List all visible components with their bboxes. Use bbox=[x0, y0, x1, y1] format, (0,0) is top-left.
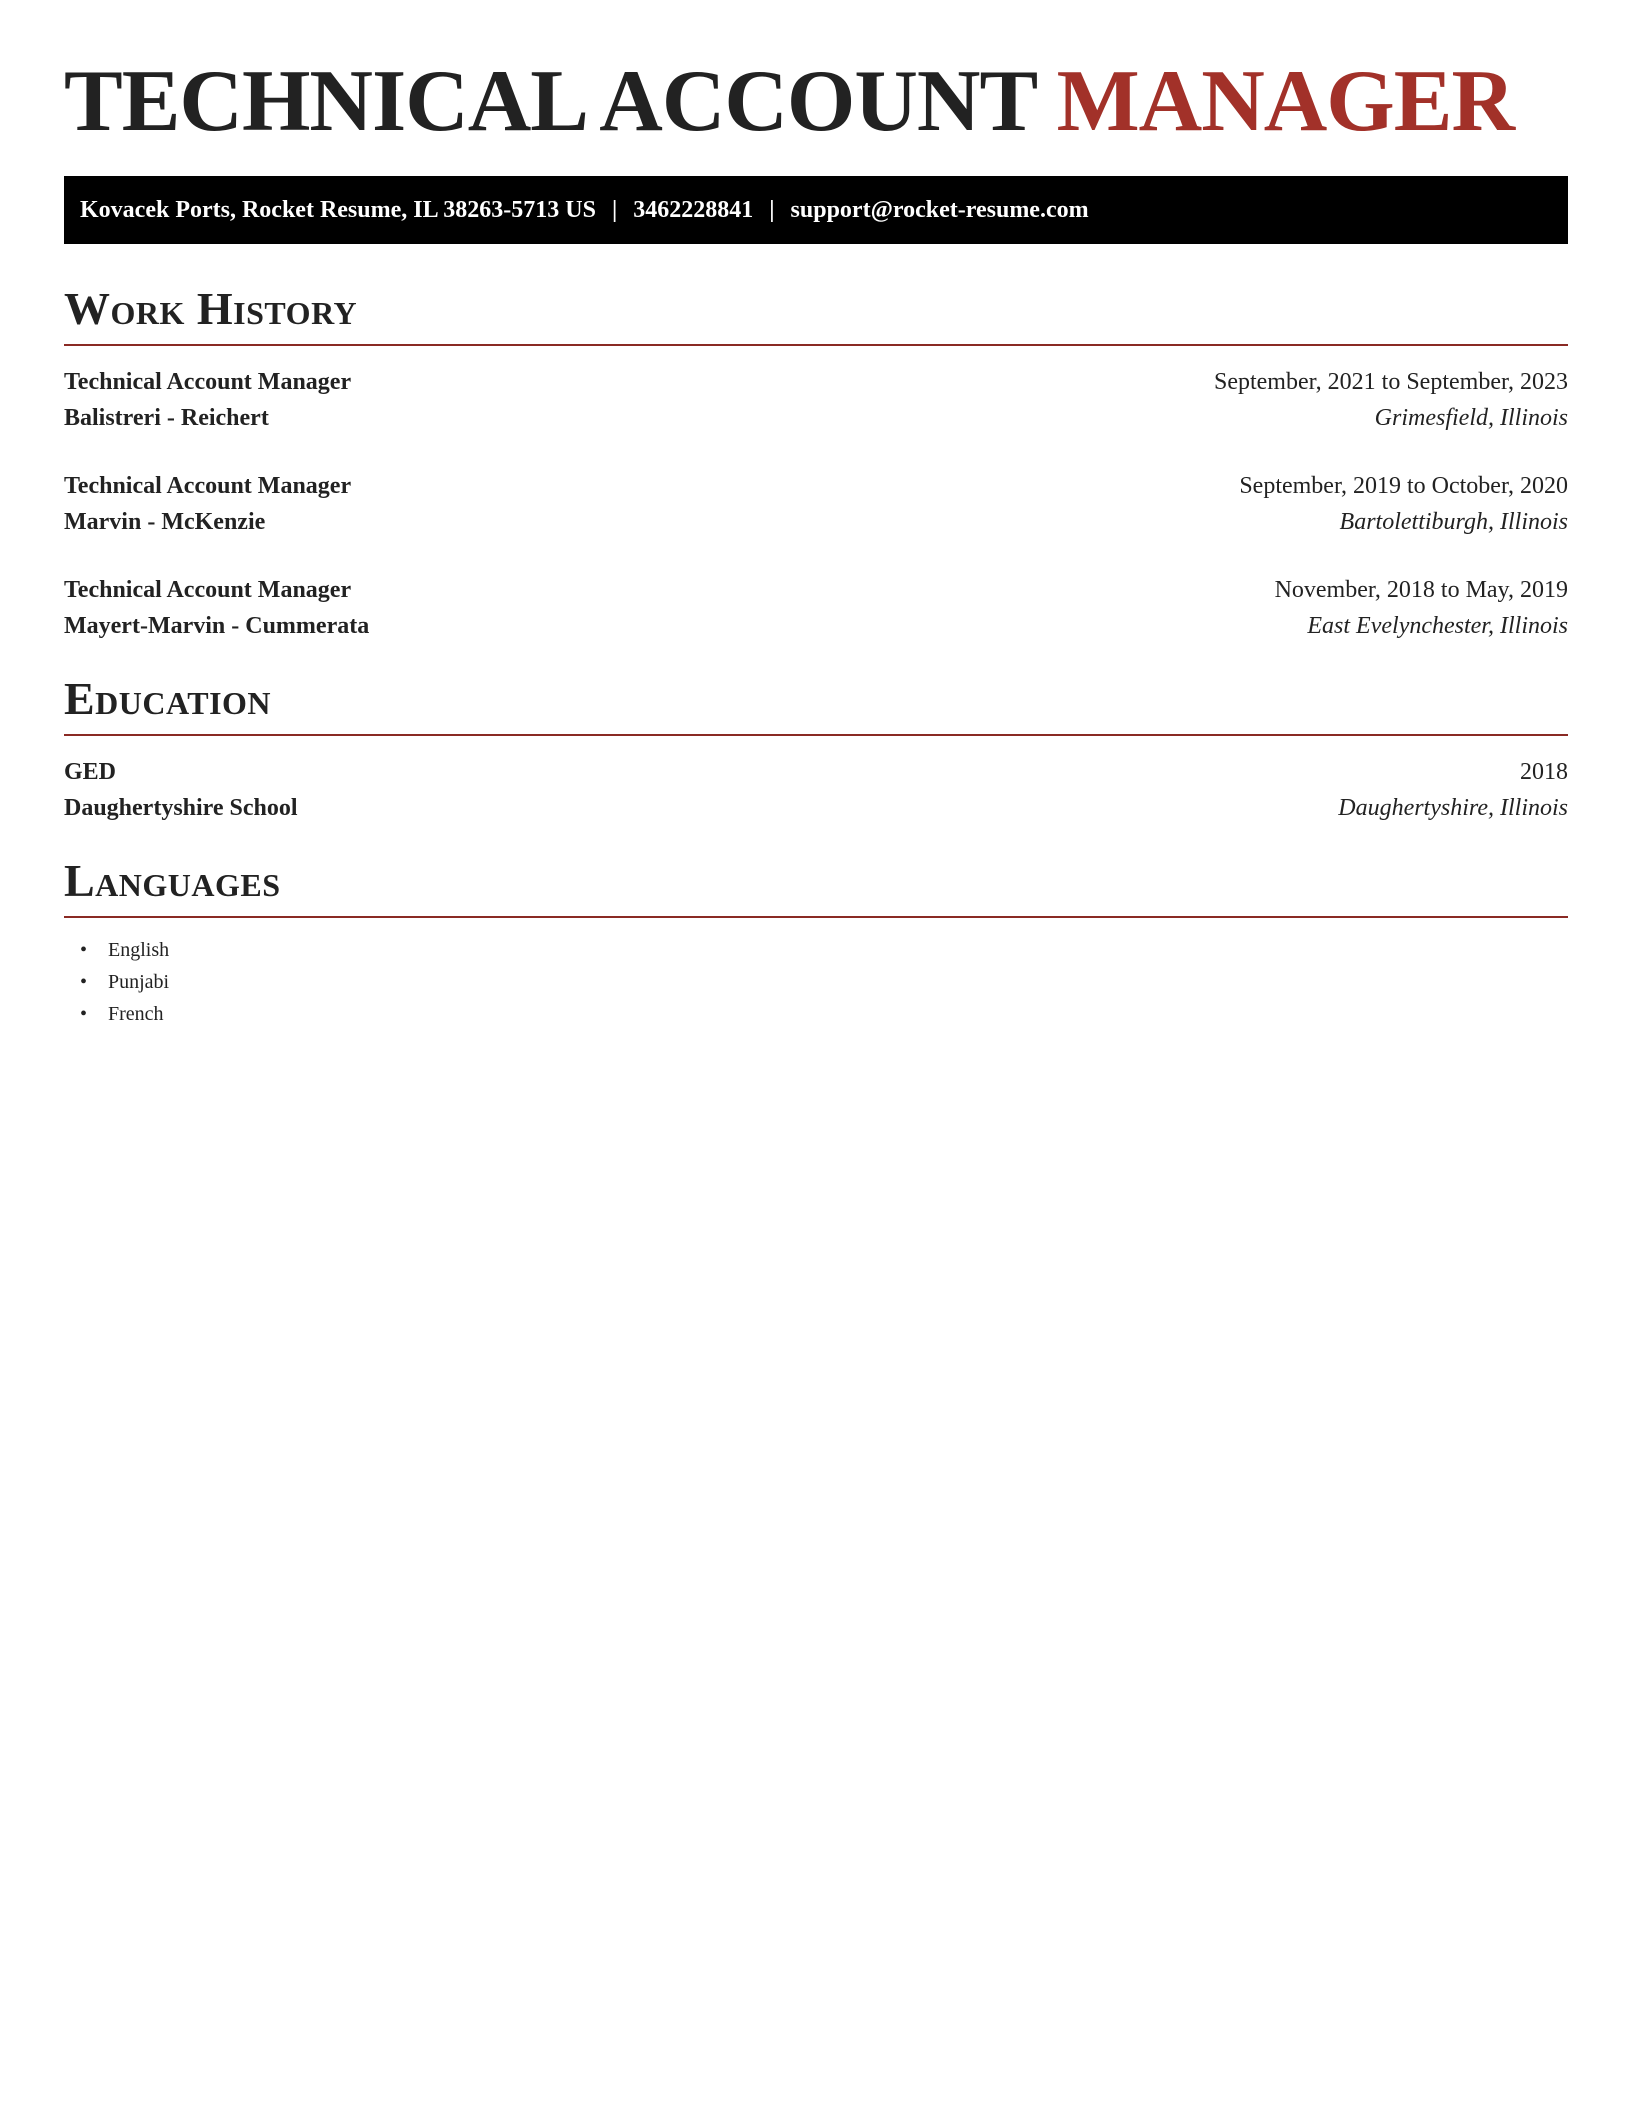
job-entry bbox=[64, 468, 1568, 540]
education-degree: GED bbox=[64, 759, 117, 785]
language-name: English bbox=[108, 939, 170, 961]
job-company: Marvin - McKenzie bbox=[64, 509, 266, 535]
list-item bbox=[64, 966, 1568, 998]
contact-bar bbox=[64, 176, 1568, 244]
contact-separator: | bbox=[611, 196, 618, 223]
job-role: Technical Account Manager bbox=[64, 577, 352, 603]
education-location: Daughertyshire, Illinois bbox=[1338, 795, 1568, 821]
job-dates: September, 2019 to October, 2020 bbox=[1239, 473, 1568, 499]
section-divider bbox=[64, 916, 1568, 918]
education-year: 2018 bbox=[1520, 759, 1568, 785]
title-accent: MANAGER bbox=[1056, 53, 1514, 150]
languages-heading: Languages bbox=[64, 855, 281, 906]
bullet-icon: • bbox=[80, 971, 88, 993]
language-name: French bbox=[108, 1003, 164, 1025]
bullet-icon: • bbox=[80, 1003, 88, 1025]
job-location: Bartolettiburgh, Illinois bbox=[1339, 509, 1568, 535]
job-dates: November, 2018 to May, 2019 bbox=[1274, 577, 1568, 603]
title-main: TECHNICAL ACCOUNT bbox=[64, 53, 1036, 150]
contact-address: Kovacek Ports, Rocket Resume, IL 38263-5713 US bbox=[80, 196, 596, 223]
contact-separator: | bbox=[769, 196, 775, 223]
language-name: Punjabi bbox=[108, 971, 170, 993]
work-history-section bbox=[64, 282, 1568, 644]
education-heading: Education bbox=[64, 673, 272, 724]
section-divider bbox=[64, 344, 1568, 346]
languages-list bbox=[64, 934, 1568, 1030]
section-divider bbox=[64, 734, 1568, 736]
job-location: East Evelynchester, Illinois bbox=[1307, 613, 1568, 639]
contact-phone: 3462228841 bbox=[633, 196, 754, 223]
job-role: Technical Account Manager bbox=[64, 473, 352, 499]
job-role: Technical Account Manager bbox=[64, 369, 352, 395]
job-entry bbox=[64, 364, 1568, 436]
job-company: Mayert-Marvin - Cummerata bbox=[64, 613, 370, 639]
resume-title bbox=[64, 52, 1514, 152]
job-location: Grimesfield, Illinois bbox=[1374, 405, 1568, 431]
list-item bbox=[64, 934, 1568, 966]
job-company: Balistreri - Reichert bbox=[64, 405, 269, 431]
list-item bbox=[64, 998, 1568, 1030]
education-school: Daughertyshire School bbox=[64, 795, 298, 821]
education-entry bbox=[64, 754, 1568, 826]
work-history-heading: Work History bbox=[64, 283, 358, 334]
contact-email: support@rocket-resume.com bbox=[790, 196, 1089, 223]
job-dates: September, 2021 to September, 2023 bbox=[1213, 369, 1568, 395]
job-entry bbox=[64, 572, 1568, 644]
bullet-icon: • bbox=[80, 939, 88, 961]
education-section bbox=[64, 672, 1568, 826]
languages-section bbox=[64, 854, 1568, 1030]
